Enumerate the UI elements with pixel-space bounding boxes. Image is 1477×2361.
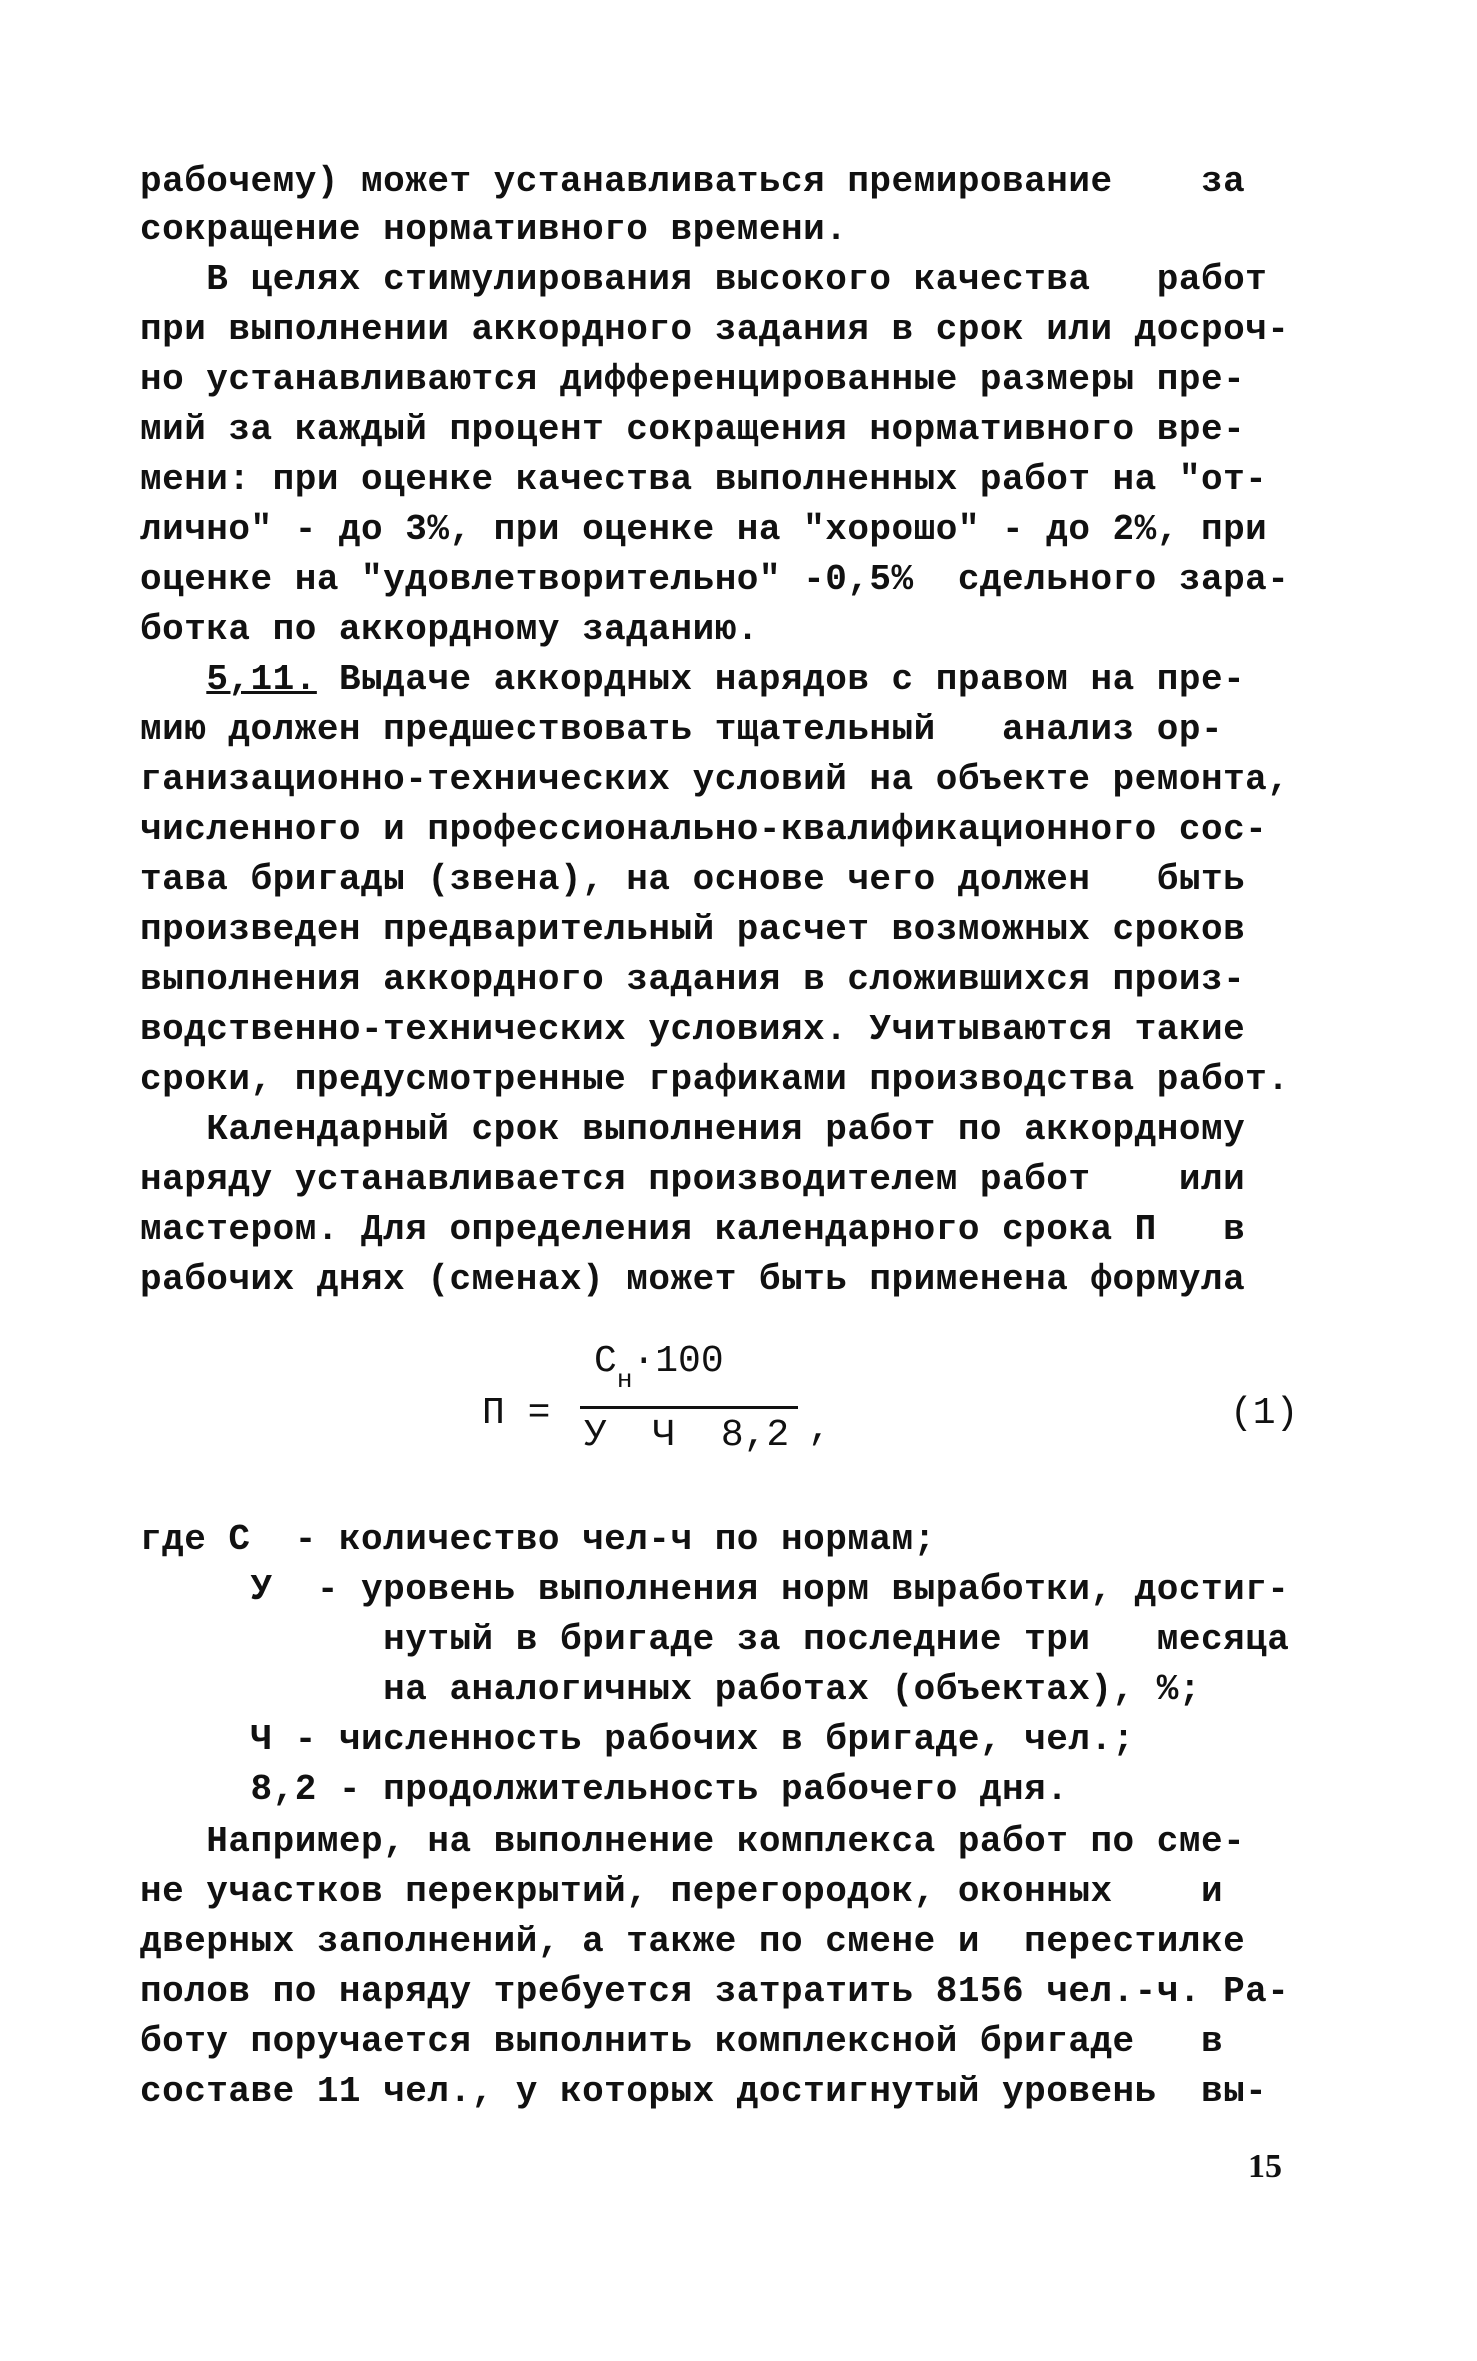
formula-subscript: н bbox=[616, 1365, 633, 1395]
text-line: при выполнении аккордного задания в срок или досроч- bbox=[140, 309, 1290, 350]
formula-comma: , bbox=[808, 1408, 831, 1451]
text-line: дверных заполнений, а также по смене и перестилке bbox=[140, 1921, 1246, 1962]
text-line bbox=[140, 656, 1245, 704]
text-line: водственно-технических условиях. Учитываются такие bbox=[140, 1009, 1246, 1050]
text-line: лично" - до 3%, при оценке на "хорошо" - до 2%, при bbox=[140, 509, 1268, 550]
text-line: мастером. Для определения календарного срока П в bbox=[140, 1209, 1246, 1250]
text-fragment: Выдаче аккордных нарядов с правом на пре- bbox=[316, 659, 1246, 700]
formula-number: (1) bbox=[1230, 1392, 1299, 1435]
formula-denominator: У Ч 8,2 bbox=[584, 1414, 790, 1457]
text-line: произведен предварительный расчет возможных сроков bbox=[140, 909, 1246, 950]
text-line: ганизационно-технических условий на объекте ремонта, bbox=[140, 759, 1290, 800]
text-line: Календарный срок выполнения работ по аккордному bbox=[140, 1109, 1246, 1150]
formula-lhs: П = bbox=[482, 1392, 551, 1435]
text-line: ботка по аккордному заданию. bbox=[140, 609, 759, 650]
text-line: мий за каждый процент сокращения нормативного вре- bbox=[140, 409, 1246, 450]
text-line: наряду устанавливается производителем работ или bbox=[140, 1159, 1246, 1200]
text-line: выполнения аккордного задания в сложившихся произ- bbox=[140, 959, 1246, 1000]
text-line: У - уровень выполнения норм выработки, достиг- bbox=[140, 1569, 1290, 1610]
text-line: сроки, предусмотренные графиками производства работ. bbox=[140, 1059, 1290, 1100]
text-line: на аналогичных работах (объектах), %; bbox=[140, 1669, 1201, 1710]
text-line: нутый в бригаде за последние три месяца bbox=[140, 1619, 1290, 1660]
text-line: составе 11 чел., у которых достигнутый уровень вы- bbox=[140, 2071, 1268, 2112]
text-line: 8,2 - продолжительность рабочего дня. bbox=[140, 1769, 1069, 1810]
text-line: мию должен предшествовать тщательный анализ ор- bbox=[140, 709, 1224, 750]
text-line: мени: при оценке качества выполненных работ на "от- bbox=[140, 459, 1268, 500]
text-line: численного и профессионально-квалификационного сос- bbox=[140, 809, 1268, 850]
text-line: полов по наряду требуется затратить 8156 чел.-ч. Ра- bbox=[140, 1971, 1290, 2012]
text-line: где С - количество чел-ч по нормам; bbox=[140, 1519, 936, 1560]
text-line: Ч - численность рабочих в бригаде, чел.; bbox=[140, 1719, 1135, 1760]
text-line: тава бригады (звена), на основе чего должен быть bbox=[140, 859, 1246, 900]
section-number: 5,11. bbox=[206, 659, 317, 700]
text-line: не участков перекрытий, перегородок, оконных и bbox=[140, 1871, 1224, 1912]
text-line: рабочих днях (сменах) может быть применена формула bbox=[140, 1259, 1246, 1300]
text-line: В целях стимулирования высокого качества работ bbox=[140, 259, 1268, 300]
text-line: сокращение нормативного времени. bbox=[140, 209, 848, 250]
formula-numerator: $С_н\cdot 100$ bbox=[594, 1340, 724, 1395]
text-line: оценке на "удовлетворительно" -0,5% сдельного зара- bbox=[140, 559, 1290, 600]
fraction-bar bbox=[580, 1406, 798, 1409]
page-number: 15 bbox=[1248, 2148, 1282, 2185]
text-line: рабочему) может устанавливаться премирование за bbox=[140, 161, 1246, 202]
text-line: но устанавливаются дифференцированные размеры пре- bbox=[140, 359, 1246, 400]
text-line: Например, на выполнение комплекса работ по сме- bbox=[140, 1821, 1246, 1862]
text-line: боту поручается выполнить комплексной бригаде в bbox=[140, 2021, 1224, 2062]
